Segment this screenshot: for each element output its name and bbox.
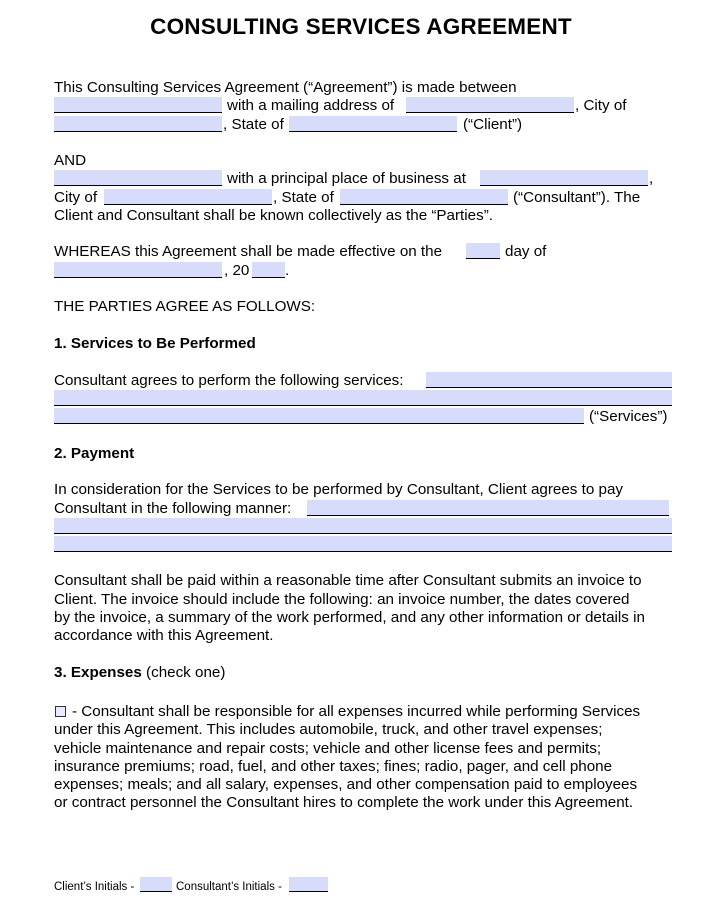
client-state-field[interactable] (289, 116, 457, 132)
services-designation: (“Services”) (589, 408, 668, 425)
consultant-initials-label: Consultant’s Initials - (176, 881, 282, 893)
and-label: AND (54, 152, 87, 169)
day-of-label: day of (505, 243, 547, 260)
client-name-field[interactable] (54, 97, 222, 113)
services-intro: Consultant agrees to perform the following services: (54, 372, 404, 389)
client-city-field[interactable] (54, 116, 222, 132)
services-field-3[interactable] (54, 408, 584, 424)
client-state-label: , State of (223, 116, 284, 133)
invoice-para-line-2: Client. The invoice should include the following: an invoice number, the dates covered (54, 591, 630, 608)
invoice-para-line-4: accordance with this Agreement. (54, 627, 274, 644)
expenses-option-1-line-3: vehicle maintenance and repair costs; vehicle and other license fees and permits; (54, 740, 602, 757)
expenses-option-1-line-6: or contract personnel the Consultant hires to complete the work under this Agreement. (54, 794, 634, 811)
effective-year-field[interactable] (252, 262, 285, 278)
section-3-title: 3. Expenses (54, 664, 142, 681)
invoice-para-line-3: by the invoice, a summary of the work performed, and any other information or details in (54, 609, 645, 626)
client-initials-label: Client’s Initials - (54, 881, 135, 893)
agree-heading: THE PARTIES AGREE AS FOLLOWS: (54, 298, 316, 315)
section-3-heading (54, 664, 225, 682)
expenses-option-1-line-5: expenses; meals; and all salary, expenses, and other compensation paid to employees (54, 776, 638, 793)
services-field-2[interactable] (54, 390, 672, 406)
payment-field-2[interactable] (54, 518, 672, 534)
parties-definition: Client and Consultant shall be known collectively as the “Parties”. (54, 207, 493, 224)
payment-field-3[interactable] (54, 536, 672, 552)
section-2-title: 2. Payment (54, 445, 135, 462)
section-3-note: (check one) (146, 664, 226, 681)
consultant-address-field[interactable] (480, 170, 648, 186)
effective-month-field[interactable] (54, 262, 222, 278)
year-prefix: , 20 (224, 262, 250, 279)
consultant-city-label: City of (54, 189, 98, 206)
consultant-state-label: , State of (273, 189, 334, 206)
consultant-state-field[interactable] (340, 189, 508, 205)
section-2-heading (54, 445, 134, 463)
section-1-title: 1. Services to Be Performed (54, 335, 256, 352)
invoice-para-line-1: Consultant shall be paid within a reasonable time after Consultant submits an invoice to (54, 572, 642, 589)
consultant-name-field[interactable] (54, 170, 222, 186)
payment-field-1[interactable] (307, 500, 669, 516)
client-designation: (“Client”) (463, 116, 523, 133)
client-initials-field[interactable] (140, 877, 172, 892)
expenses-option-1-checkbox[interactable] (55, 706, 66, 717)
consultant-designation: (“Consultant”). The (513, 189, 641, 206)
mailing-address-label: with a mailing address of (227, 97, 395, 114)
expenses-option-1-line-2: under this Agreement. This includes automobile, truck, and other travel expenses; (54, 721, 603, 738)
whereas-line: WHEREAS this Agreement shall be made effective on the (54, 243, 443, 260)
consultant-city-field[interactable] (104, 189, 272, 205)
client-address-field[interactable] (406, 97, 574, 113)
payment-line-2: Consultant in the following manner: (54, 500, 292, 517)
expenses-option-1-line-1: - Consultant shall be responsible for all expenses incurred while performing Services (72, 703, 641, 720)
effective-day-field[interactable] (466, 243, 500, 259)
consultant-initials-field[interactable] (289, 877, 328, 892)
address-comma: , (649, 170, 654, 187)
year-period: . (285, 262, 290, 279)
principal-place-label: with a principal place of business at (227, 170, 466, 187)
expenses-option-1-line-4: insurance premiums; road, fuel, and other taxes; fines; radio, pager, and cell phone (54, 758, 613, 775)
document-title: CONSULTING SERVICES AGREEMENT (150, 14, 572, 39)
intro-line-1: This Consulting Services Agreement (“Agreement”) is made between (54, 79, 517, 96)
section-1-heading (54, 335, 256, 353)
services-field-1[interactable] (426, 372, 672, 388)
client-city-label: , City of (575, 97, 627, 114)
payment-line-1: In consideration for the Services to be performed by Consultant, Client agrees to pay (54, 481, 623, 498)
